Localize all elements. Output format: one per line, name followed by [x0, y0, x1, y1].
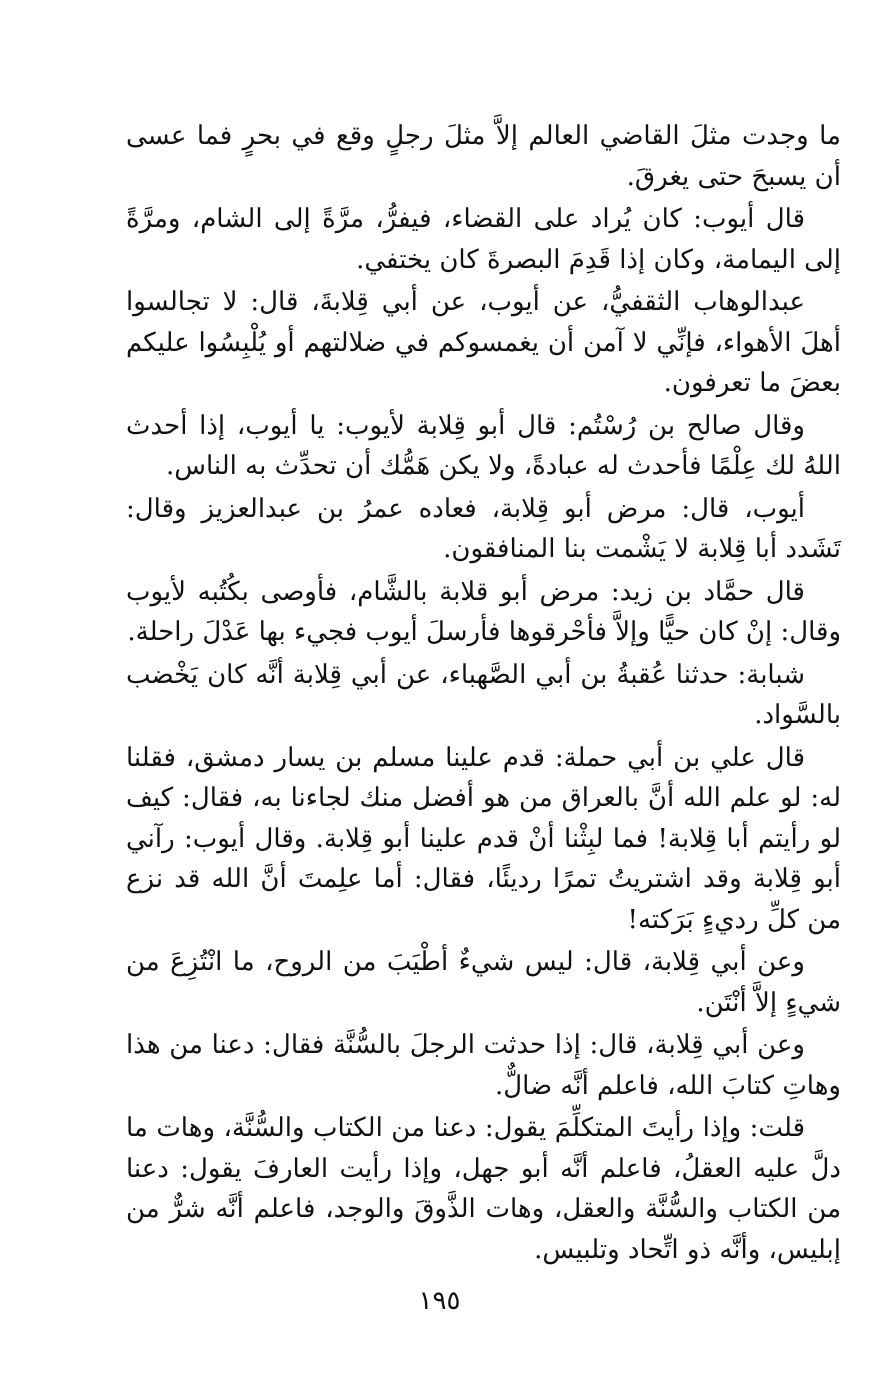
paragraph-11: قلت: وإذا رأيتَ المتكلِّمَ يقول: دعنا من الكتاب والسُّنَّة، وهات ما دلَّ عليه العقلُ، فاعلم أنَّه أبو جهل، وإذا رأيت العارفَ يقول: دعنا من الكتاب والسُّنَّة والعقل، وهات الذَّوقَ والوجد، فاعلم أنَّه شرٌّ من إبليس، وأنَّه ذو اتِّحاد وتلبيس. — [126, 1113, 841, 1265]
paragraph-1: ما وجدت مثلَ القاضي العالم إلاَّ مثلَ رجلٍ وقع في بحرٍ فما عسى أن يسبحَ حتى يغرقَ. — [126, 121, 841, 192]
paragraph-10: وعن أبي قِلابة، قال: إذا حدثت الرجلَ بالسُّنَّة فقال: دعنا من هذا وهاتِ كتابَ الله، فاعلم أنَّه ضالٌّ. — [126, 1030, 841, 1101]
paragraph-8: قال علي بن أبي حملة: قدم علينا مسلم بن يسار دمشق، فقلنا له: لو علم الله أنَّ بالعراق من هو أفضل منك لجاءنا به، فقال: كيف لو رأيتم أبا قِلابة! فما لبِثْنا أنْ قدم علينا أبو قِلابة. وقال أيوب: رآني أبو قِلابة وقد اشتريتُ تمرًا رديئًا، فقال: أما علِمتَ أنَّ الله قد نزع من كلِّ رديءٍ بَرَكته! — [126, 742, 841, 935]
paragraph-4: وقال صالح بن رُسْتُم: قال أبو قِلابة لأيوب: يا أيوب، إذا أحدث اللهُ لك عِلْمًا فأحدث له عبادةً، ولا يكن هَمُّك أن تحدِّث به الناس. — [126, 410, 841, 481]
paragraph-2: قال أيوب: كان يُراد على القضاء، فيفرُّ، مرَّةً إلى الشام، ومرَّةً إلى اليمامة، وكان إذا قَدِمَ البصرةَ كان يختفي. — [126, 204, 841, 275]
page-body — [126, 116, 841, 1272]
paragraph-6: قال حمَّاد بن زيد: مرض أبو قلابة بالشَّام، فأوصى بكُتُبه لأيوب وقال: إنْ كان حيًّا وإلاَّ فأحْرقوها فأرسلَ أيوب فجيء بها عَدْلَ راحلة. — [126, 576, 841, 647]
paragraph-9: وعن أبي قِلابة، قال: ليس شيءٌ أطْيَبَ من الروح، ما انْتُزِعَ من شيءٍ إلاَّ أنْتَن. — [126, 947, 841, 1018]
paragraph-5: أيوب، قال: مرض أبو قِلابة، فعاده عمرُ بن عبدالعزيز وقال: تَشَدد أبا قِلابة لا يَشْمت بنا المنافقون. — [126, 493, 841, 564]
paragraph-7: شبابة: حدثنا عُقبةُ بن أبي الصَّهباء، عن أبي قِلابة أنَّه كان يَخْضب بالسَّواد. — [126, 659, 841, 730]
paragraph-3: عبدالوهاب الثقفيُّ، عن أيوب، عن أبي قِلابةَ، قال: لا تجالسوا أهلَ الأهواء، فإنِّي لا آمن أن يغمسوكم في ضلالتهم أو يُلْبِسُوا عليكم بعضَ ما تعرفون. — [126, 287, 841, 398]
page-number: ١٩٥ — [418, 1286, 461, 1316]
